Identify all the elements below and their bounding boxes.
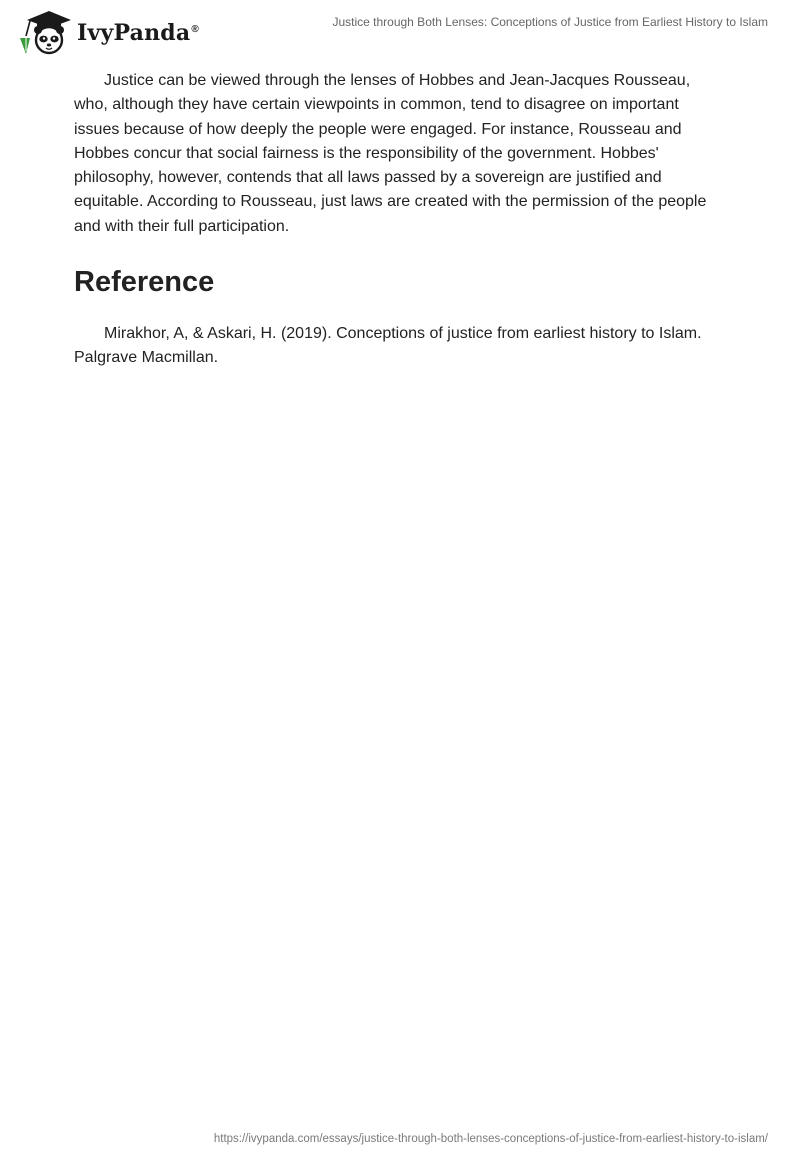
reference-heading: Reference xyxy=(74,266,215,299)
body-paragraph: Justice can be viewed through the lenses of Hobbes and Jean-Jacques Rousseau, who, although they have certain viewpoints in common, tend to disagree on important issues because of how deeply the people were engaged. For instance, Rousseau and Hobbes concur that social fairness is the responsibility of the government. Hobbes' philosophy, however, contends that all laws passed by a sovereign are justified and equitable. According to Rousseau, just laws are created with the permission of the people and with their full participation. xyxy=(74,72,707,235)
running-title: Justice through Both Lenses: Conceptions of Justice from Earliest History to Islam xyxy=(332,15,768,29)
footer-url[interactable]: https://ivypanda.com/essays/justice-through-both-lenses-conceptions-of-justice-from-earliest-history-to-islam/ xyxy=(213,1133,768,1145)
brand-name: IvyPanda® xyxy=(77,20,199,46)
essay-content xyxy=(74,69,724,371)
registered-mark: ® xyxy=(191,23,199,35)
ivypanda-logo[interactable] xyxy=(15,8,199,56)
page-header xyxy=(0,0,800,60)
reference-entry: Mirakhor, A, & Askari, H. (2019). Conceptions of justice from earliest history to Islam. Palgrave Macmillan. xyxy=(74,325,702,367)
panda-graduate-icon xyxy=(15,8,75,56)
